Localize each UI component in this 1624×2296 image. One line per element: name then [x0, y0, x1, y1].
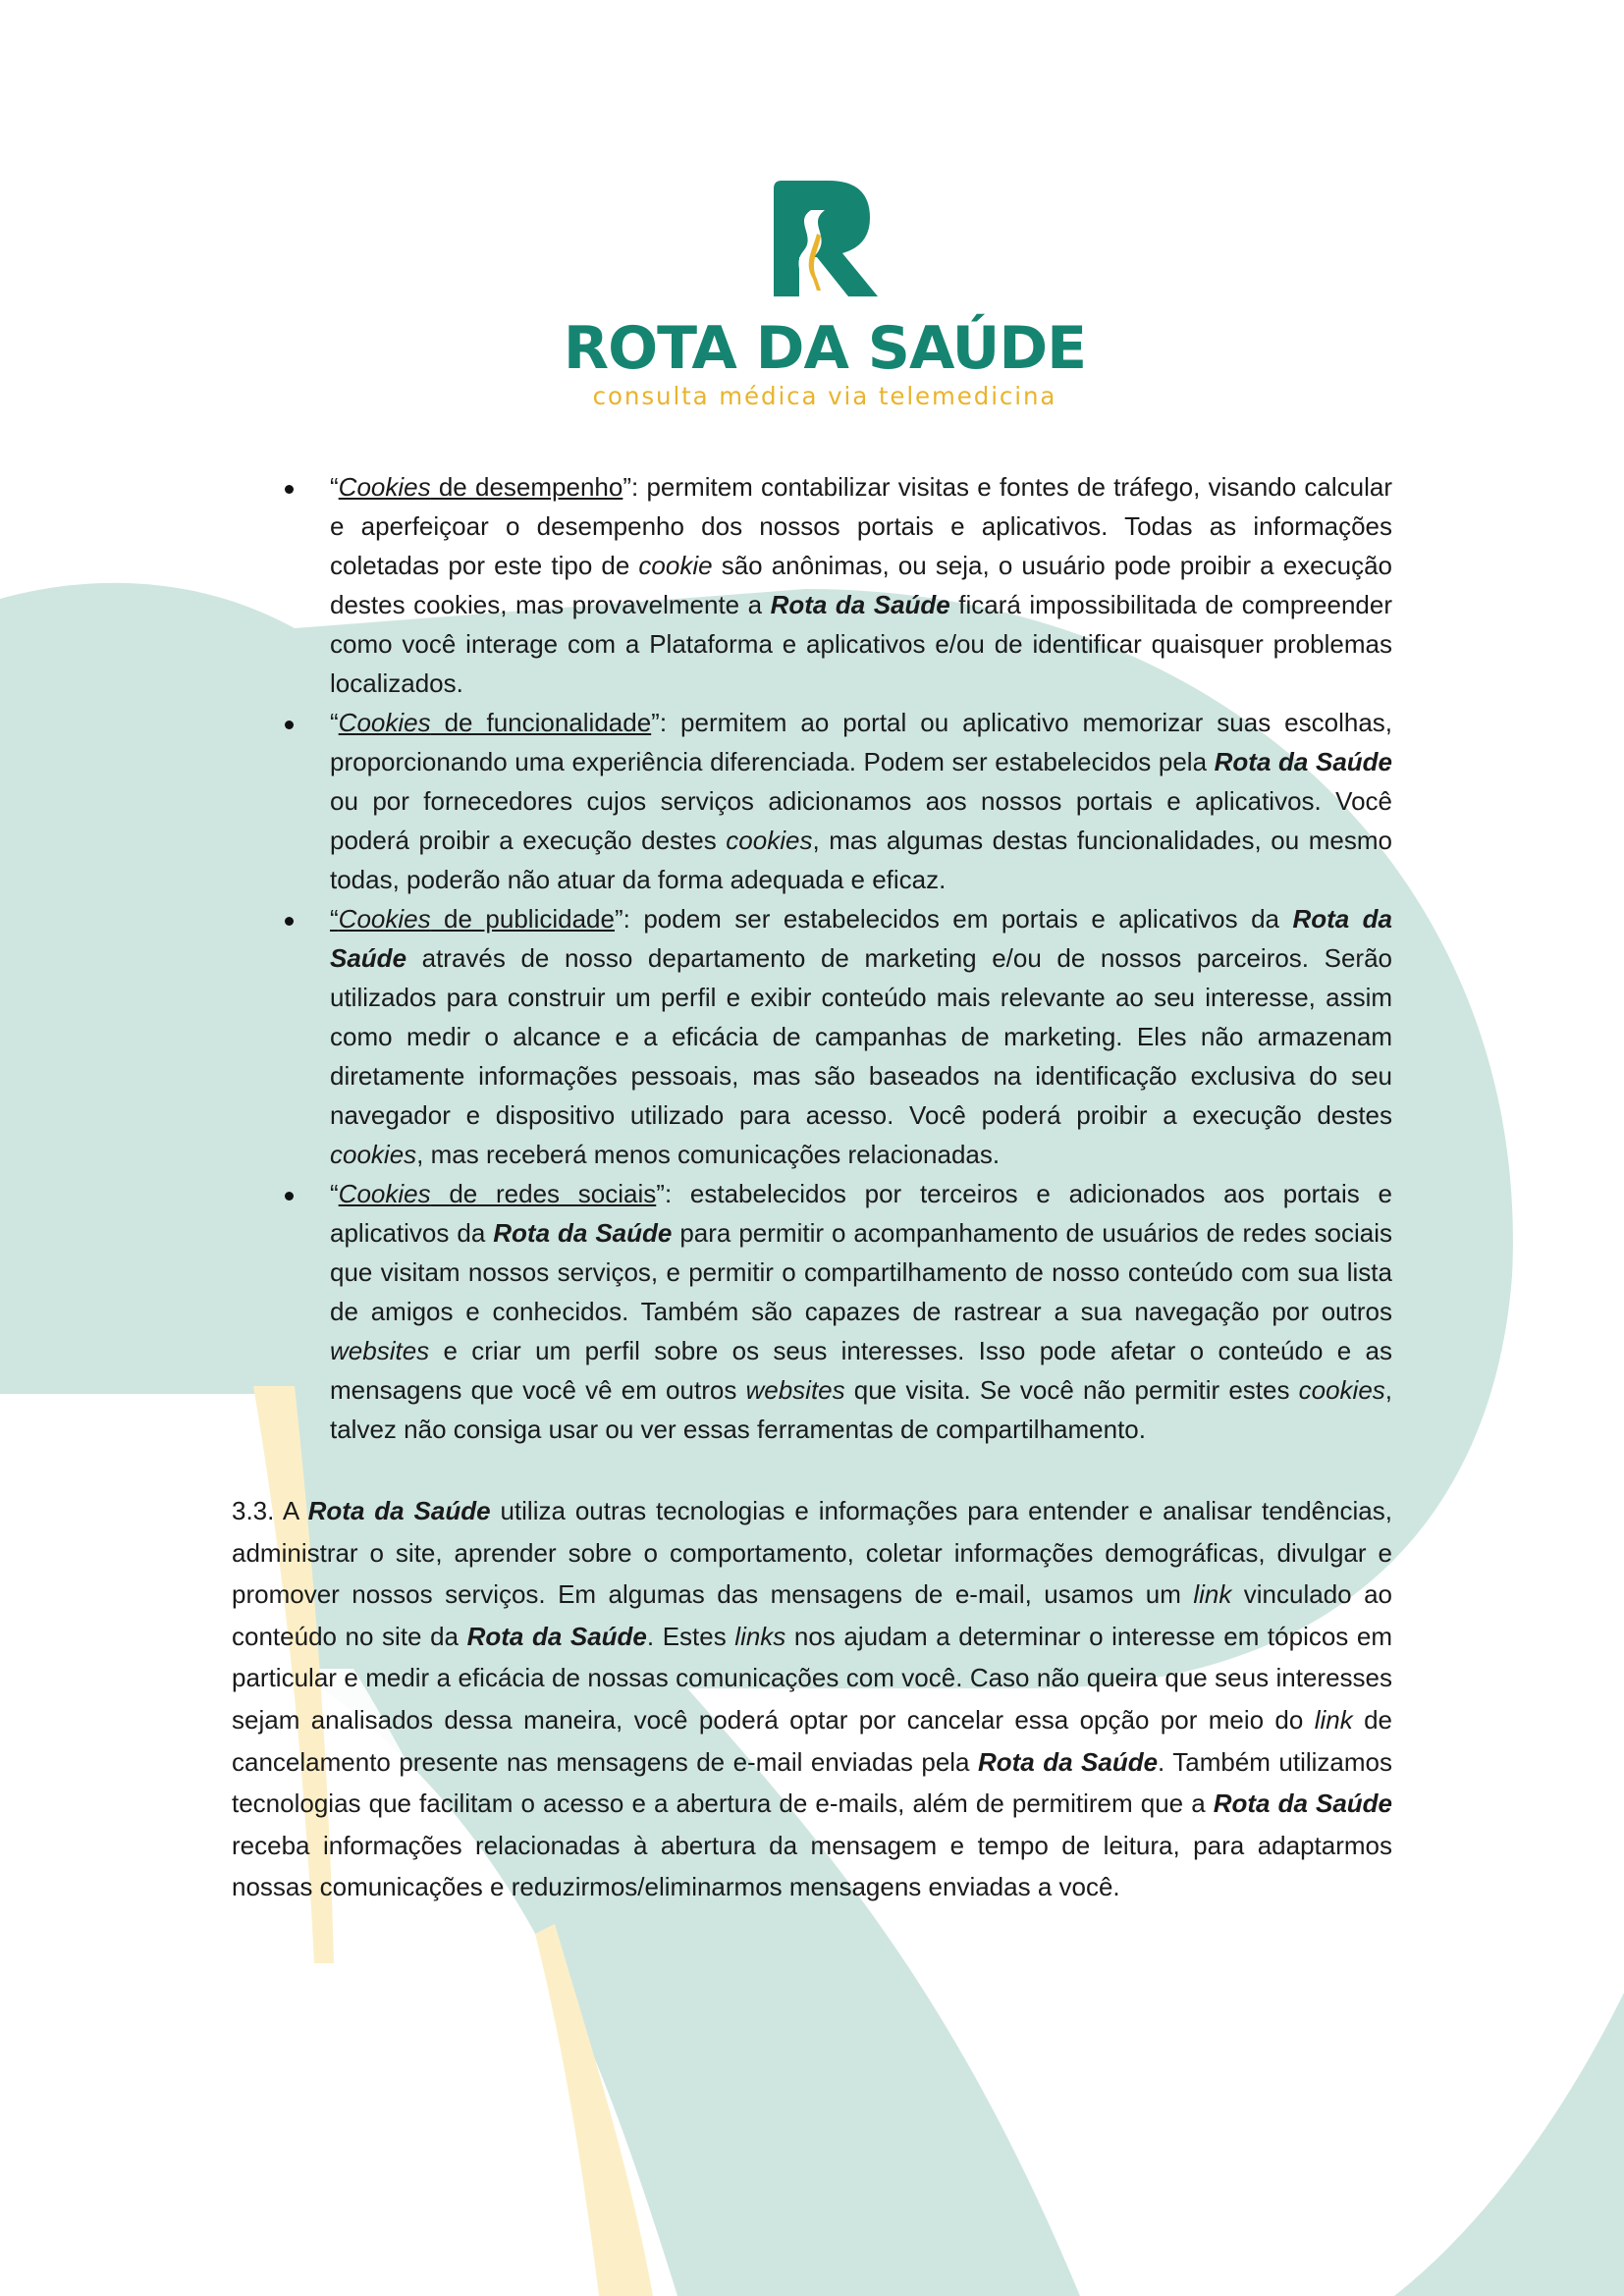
italic-term: links	[734, 1621, 786, 1651]
italic-term: websites	[745, 1375, 845, 1405]
list-item	[275, 467, 1392, 703]
text-segment: 3.3. A	[232, 1496, 308, 1525]
cookie-term-rest: de desempenho	[430, 472, 623, 502]
bullet-icon	[285, 721, 294, 729]
italic-term: link	[1314, 1704, 1353, 1735]
open-quote: “	[330, 1179, 339, 1208]
italic-term: cookies	[330, 1140, 417, 1169]
cookie-types-list	[275, 467, 1392, 1449]
text-segment: , mas algumas destas funcionalidades, ou mesmo todas, poderão não atuar da forma adequada e eficaz.	[330, 826, 1392, 894]
cookie-term: Cookies	[338, 904, 431, 934]
list-item	[275, 899, 1392, 1174]
cookie-term: Cookies	[338, 708, 431, 737]
text-segment: que visita. Se você não permitir estes	[844, 1375, 1299, 1405]
text-segment: : permitem ao portal ou aplicativo memorizar suas escolhas, proporcionando uma experiência diferenciada. Podem ser estabelecidos pela	[330, 708, 1393, 776]
list-item	[275, 703, 1392, 899]
cookie-type-paragraph	[330, 467, 1392, 703]
brand-name: Rota da Saúde	[493, 1218, 673, 1248]
open-quote: “	[330, 708, 339, 737]
close-quote: ”	[614, 904, 623, 934]
text-segment: nos ajudam a determinar o interesse em tópicos em particular e medir a eficácia de nossas comunicações com você. Caso não queira que seus interesses sejam analisados dessa maneira, você poderá optar por cancelar essa opção por meio do	[232, 1621, 1392, 1735]
close-quote: ”	[651, 708, 660, 737]
italic-term: cookies	[726, 826, 813, 855]
logo-tagline: consulta médica via telemedicina	[592, 382, 1057, 410]
text-segment: . Estes	[646, 1621, 735, 1651]
brand-name: Rota da Saúde	[770, 590, 950, 619]
text-segment: : podem ser estabelecidos em portais e aplicativos da	[623, 904, 1293, 934]
section-paragraph	[232, 1490, 1392, 1908]
brand-name: Rota da Saúde	[1213, 1789, 1392, 1819]
open-quote: “	[330, 472, 339, 502]
text-segment: de cancelamento presente nas mensagens de e-mail enviadas pela	[232, 1704, 1392, 1777]
cookie-term: Cookies	[338, 472, 431, 502]
brand-logo	[550, 177, 1100, 422]
cookie-type-paragraph	[330, 703, 1392, 899]
cookie-term-rest: de redes sociais	[430, 1179, 657, 1208]
bullet-icon	[285, 917, 294, 926]
italic-term: cookie	[638, 551, 713, 580]
italic-term: websites	[330, 1336, 430, 1365]
section-3-3	[232, 1490, 1392, 1908]
cookie-type-paragraph	[330, 1174, 1392, 1449]
text-segment: utiliza outras tecnologias e informações para entender e analisar tendências, administrar o site, aprender sobre o comportamento, coletar informações demográficas, divulgar e promover nossos serviços. Em algumas das mensagens de e-mail, usamos um	[232, 1496, 1392, 1610]
text-segment: . Também utilizamos tecnologias que facilitam o acesso e a abertura de e-mails, além de permitirem que a	[232, 1746, 1392, 1819]
text-segment: ficará impossibilitada de compreender como você interage com a Plataforma e aplicativos e/ou de identificar quaisquer problemas localizados.	[330, 590, 1392, 698]
brand-name: Rota da Saúde	[1214, 747, 1393, 776]
text-segment: vinculado ao conteúdo no site da	[232, 1579, 1392, 1651]
cookie-type-paragraph	[330, 899, 1392, 1174]
list-item	[275, 1174, 1392, 1449]
text-segment: : permitem contabilizar visitas e fontes de tráfego, visando calcular e aperfeiçoar o desempenho dos nossos portais e aplicativos. Todas as informações coletadas por este tipo de	[330, 472, 1393, 580]
brand-name: Rota da Saúde	[466, 1621, 647, 1651]
text-segment: : estabelecidos por terceiros e adicionados aos portais e aplicativos da	[330, 1179, 1392, 1248]
road-r-logo-icon	[774, 181, 878, 296]
text-segment: , mas receberá menos comunicações relacionadas.	[416, 1140, 1001, 1169]
italic-term: link	[1193, 1579, 1232, 1610]
logo-wordmark: ROTA DA SAÚDE	[563, 314, 1087, 383]
text-segment: para permitir o acompanhamento de usuários de redes sociais que visitam nossos serviços, e permitir o compartilhamento de nosso conteúdo com sua lista de amigos e conhecidos. Também são capazes de rastrear a sua navegação por outros	[330, 1218, 1393, 1326]
bullet-icon	[285, 1192, 294, 1201]
cookie-term: Cookies	[338, 1179, 431, 1208]
close-quote: ”	[623, 472, 632, 502]
brand-name: Rota da Saúde	[307, 1496, 491, 1525]
italic-term: cookies	[1298, 1375, 1385, 1405]
open-quote: “	[330, 904, 339, 934]
text-segment: são anônimas, ou seja, o usuário pode proibir a execução destes cookies, mas provavelmente a	[330, 551, 1392, 619]
text-segment: e criar um perfil sobre os seus interesses. Isso pode afetar o conteúdo e as mensagens que você vê em outros	[330, 1336, 1392, 1405]
cookie-term-rest: de funcionalidade	[430, 708, 652, 737]
text-segment: através de nosso departamento de marketing e/ou de nossos parceiros. Serão utilizados para construir um perfil e exibir conteúdo mais relevante ao seu interesse, assim como medir o alcance e a eficácia de campanhas de marketing. Eles não armazenam diretamente informações pessoais, mas são baseados na identificação exclusiva do seu navegador e dispositivo utilizado para acesso. Você poderá proibir a execução destes	[330, 943, 1392, 1130]
bullet-icon	[285, 485, 294, 494]
brand-name: Rota da Saúde	[330, 904, 1393, 973]
brand-name: Rota da Saúde	[977, 1746, 1159, 1777]
close-quote: ”	[656, 1179, 665, 1208]
text-segment: ou por fornecedores cujos serviços adicionamos aos nossos portais e aplicativos. Você poderá proibir a execução destes	[330, 786, 1392, 855]
text-segment: receba informações relacionadas à abertura da mensagem e tempo de leitura, para adaptarmos nossas comunicações e reduzirmos/eliminarmos mensagens enviadas a você.	[232, 1830, 1392, 1902]
text-segment: , talvez não consiga usar ou ver essas ferramentas de compartilhamento.	[330, 1375, 1393, 1444]
cookie-term-rest: de publicidade	[430, 904, 615, 934]
